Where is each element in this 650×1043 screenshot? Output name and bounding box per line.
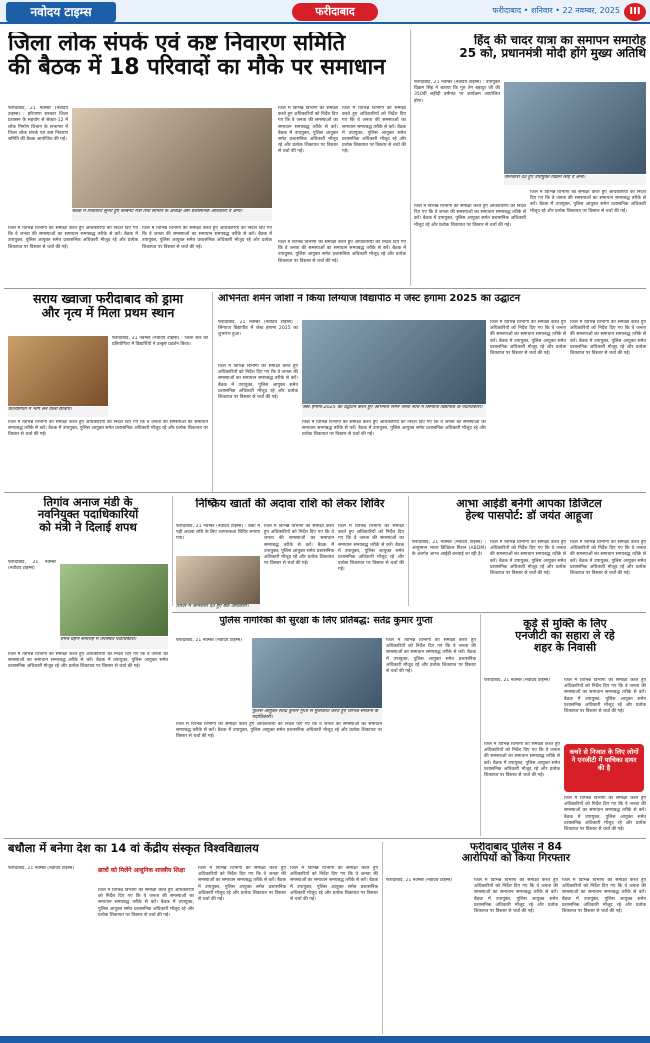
story4-intro-text: फरीदाबाद, 21 नवम्बर (नवोदय टाइम्स) : लिंग्याज विद्यापीठ में जेस्ट हंगामा 2025 का शुभारंभ हुआ। bbox=[218, 320, 298, 338]
story11-headline-line1: फरीदाबाद पुलिस ने 84 bbox=[469, 842, 562, 853]
story5-headline-line1: तिगांव अनाज मंडी के bbox=[43, 496, 133, 509]
story10-intro-text: फरीदाबाद, 21 नवम्बर (नवोदय टाइम्स) bbox=[8, 866, 75, 871]
story3-headline bbox=[8, 292, 208, 332]
story10-col3-text: जिले में विभिन्न विभागों की समीक्षा करते हुए अधिकारियों को निर्देश दिए गए कि वे जनता की समस्याओं का समाधान समयबद्ध तरीके से करें। बैठक में उपायुक्त, पुलिस आयुक्त समेत प्रशासनिक अधिकारी मौजूद रहे और प्रत्येक शिकायत पर विस्तार से चर्चा की गई। bbox=[198, 866, 286, 903]
story9-pullquote: कचरे से निजात के लिए लोगों ने एनजीटी में याचिका दायर की है bbox=[564, 744, 644, 792]
story8-headline: पुलिस नागरिकों की सुरक्षा के लिए प्रतिबद्ध: सतेंद्र कुमार गुप्ता bbox=[219, 616, 433, 626]
story5-intro-text: फरीदाबाद, 21 नवम्बर (नवोदय टाइम्स) bbox=[8, 560, 56, 572]
story7-headline-line1: आभा आईडी बनेगी आपका डिजिटल bbox=[456, 498, 602, 510]
story11-intro-text: फरीदाबाद, 21 नवम्बर (नवोदय टाइम्स) bbox=[386, 878, 453, 883]
story5-headline bbox=[8, 496, 168, 556]
story10-headline: बधौला में बनेगा देश का 14 वां केंद्रीय संस्कृत विश्वविद्यालय bbox=[8, 842, 259, 855]
section-tag: फरीदाबाद bbox=[292, 3, 378, 21]
story11-headline bbox=[386, 842, 646, 874]
story5-headline-line2: नवनियुक्त पदाधिकारियों bbox=[37, 507, 139, 522]
story2-headline-line1: हिंद की चादर यात्रा का समापन समारोह bbox=[473, 34, 646, 47]
story3-photo-caption: प्रतियोगिता में भाग लेने वाली छात्राएं। bbox=[8, 407, 108, 417]
story8-photo bbox=[252, 638, 382, 708]
story4-photo-caption: जेस्ट हंगामा 2025 का उद्घाटन करते हुए अभिनेता शर्मन जोशी साथ में लिंग्याज विद्यापीठ के पदाधिकारी। bbox=[302, 405, 486, 417]
story9-headline-line1: कूड़े से मुक्ति के लिए bbox=[523, 618, 607, 630]
story1-col6-text: जिले में विभिन्न विभागों की समीक्षा करते हुए अधिकारियों को निर्देश दिए गए कि वे जनता की समस्याओं का समाधान समयबद्ध तरीके से करें। बैठक में उपायुक्त, पुलिस आयुक्त समेत प्रशासनिक अधिकारी मौजूद रहे और प्रत्येक शिकायत पर विस्तार से चर्चा की गई। bbox=[278, 240, 406, 264]
story4-col3-text: जिले में विभिन्न विभागों की समीक्षा करते हुए अधिकारियों को निर्देश दिए गए कि वे जनता की समस्याओं का समाधान समयबद्ध तरीके से करें। बैठक में उपायुक्त, पुलिस आयुक्त समेत प्रशासनिक अधिकारी मौजूद रहे और प्रत्येक शिकायत पर विस्तार से चर्चा की गई। bbox=[490, 320, 566, 357]
story9-col4-text: जिले में विभिन्न विभागों की समीक्षा करते हुए अधिकारियों को निर्देश दिए गए कि वे जनता की समस्याओं का समाधान समयबद्ध तरीके से करें। बैठक में उपायुक्त, पुलिस आयुक्त समेत प्रशासनिक अधिकारी मौजूद रहे और प्रत्येक शिकायत पर विस्तार से चर्चा की गई। bbox=[564, 796, 646, 833]
newspaper-logo: नवोदय टाइम्स bbox=[6, 2, 116, 22]
story10-col2-text: जिले में विभिन्न विभागों की समीक्षा करते हुए अधिकारियों को निर्देश दिए गए कि वे जनता की समस्याओं का समाधान समयबद्ध तरीके से करें। बैठक में उपायुक्त, पुलिस आयुक्त समेत प्रशासनिक अधिकारी मौजूद रहे और प्रत्येक शिकायत पर विस्तार से चर्चा की गई। bbox=[98, 888, 194, 918]
footer-strip bbox=[0, 1036, 650, 1043]
story6-col2-text: जिले में विभिन्न विभागों की समीक्षा करते हुए अधिकारियों को निर्देश दिए गए कि वे जनता की समस्याओं का समाधान समयबद्ध तरीके से करें। बैठक में उपायुक्त, पुलिस आयुक्त समेत प्रशासनिक अधिकारी मौजूद रहे और प्रत्येक शिकायत पर विस्तार से चर्चा की गई। bbox=[264, 524, 334, 567]
story3-intro-text: फरीदाबाद, 21 नवम्बर (नवोदय टाइम्स) : जिला स्तर की प्रतियोगिता में विद्यार्थियों ने उत्कृष्ट प्रदर्शन किया। bbox=[112, 336, 208, 348]
story4-col4-text: जिले में विभिन्न विभागों की समीक्षा करते हुए अधिकारियों को निर्देश दिए गए कि वे जनता की समस्याओं का समाधान समयबद्ध तरीके से करें। बैठक में उपायुक्त, पुलिस आयुक्त समेत प्रशासनिक अधिकारी मौजूद रहे और प्रत्येक शिकायत पर विस्तार से चर्चा की गई। bbox=[570, 320, 646, 357]
story6-headline: निष्क्रिय खातों की अदावा राशि को लेकर शिविर bbox=[195, 498, 385, 510]
column-divider bbox=[408, 496, 409, 606]
story7-headline-line2: हेल्थ पासपोर्ट: डॉ जयंत आहूजा bbox=[465, 508, 593, 522]
story1-headline-line1: जिला लोक संपर्क एवं कष्ट निवारण समिति bbox=[8, 32, 346, 56]
story2-photo bbox=[504, 82, 646, 174]
story8-intro-text: फरीदाबाद, 21 नवम्बर (नवोदय टाइम्स) bbox=[176, 638, 243, 643]
story1-col4-text: जिले में विभिन्न विभागों की समीक्षा करते हुए अधिकारियों को निर्देश दिए गए कि वे जनता की समस्याओं का समाधान समयबद्ध तरीके से करें। बैठक में उपायुक्त, पुलिस आयुक्त समेत प्रशासनिक अधिकारी मौजूद रहे और प्रत्येक शिकायत पर विस्तार से चर्चा की गई। bbox=[8, 226, 138, 250]
story2-col2-text: जिले में विभिन्न विभागों की समीक्षा करते हुए अधिकारियों को निर्देश दिए गए कि वे जनता की समस्याओं का समाधान समयबद्ध तरीके से करें। बैठक में उपायुक्त, पुलिस आयुक्त समेत प्रशासनिक अधिकारी मौजूद रहे और प्रत्येक शिकायत पर विस्तार से चर्चा की गई। bbox=[414, 204, 526, 228]
story11-headline-line2: आरोपियों को किया गिरफ्तार bbox=[461, 852, 571, 865]
story6-intro-text: फरीदाबाद, 21 नवम्बर (नवोदय टाइम्स) : बैंकों में पड़ी अदावा राशि के लिए जागरूकता शिविर लगाया गया। bbox=[176, 524, 260, 542]
story1-intro-text: फरीदाबाद, 21 नवम्बर (नवोदय टाइम्स) : हरियाणा सरकार जिला प्रशासन के सहयोग से सेक्टर-12 में लोक निर्माण विभाग के सभागार में जिला लोक संपर्क एवं कष्ट निवारण समिति की बैठक आयोजित की गई। bbox=[8, 106, 68, 143]
story4-col2-text: जिले में विभिन्न विभागों की समीक्षा करते हुए अधिकारियों को निर्देश दिए गए कि वे जनता की समस्याओं का समाधान समयबद्ध तरीके से करें। बैठक में उपायुक्त, पुलिस आयुक्त समेत प्रशासनिक अधिकारी मौजूद रहे और प्रत्येक शिकायत पर विस्तार से चर्चा की गई। bbox=[218, 364, 298, 401]
story6-photo bbox=[176, 556, 260, 604]
story9-intro-text: फरीदाबाद, 21 नवम्बर (नवोदय टाइम्स) bbox=[484, 678, 551, 683]
story4-photo bbox=[302, 320, 486, 404]
story4-col5-text: जिले में विभिन्न विभागों की समीक्षा करते हुए अधिकारियों को निर्देश दिए गए कि वे जनता की समस्याओं का समाधान समयबद्ध तरीके से करें। बैठक में उपायुक्त, पुलिस आयुक्त समेत प्रशासनिक अधिकारी मौजूद रहे और प्रत्येक शिकायत पर विस्तार से चर्चा की गई। bbox=[302, 420, 486, 438]
story7-col2-text: जिले में विभिन्न विभागों की समीक्षा करते हुए अधिकारियों को निर्देश दिए गए कि वे जनता की समस्याओं का समाधान समयबद्ध तरीके से करें। बैठक में उपायुक्त, पुलिस आयुक्त समेत प्रशासनिक अधिकारी मौजूद रहे और प्रत्येक शिकायत पर विस्तार से चर्चा की गई। bbox=[490, 540, 566, 577]
story9-headline-line3: शहर के निवासी bbox=[533, 640, 597, 654]
story10-subhead: छात्रों को मिलेंगे आधुनिक शास्त्रीय शिक्षा bbox=[98, 867, 185, 874]
story8-col2-text: जिले में विभिन्न विभागों की समीक्षा करते हुए अधिकारियों को निर्देश दिए गए कि वे जनता की समस्याओं का समाधान समयबद्ध तरीके से करें। बैठक में उपायुक्त, पुलिस आयुक्त समेत प्रशासनिक अधिकारी मौजूद रहे और प्रत्येक शिकायत पर विस्तार से चर्चा की गई। bbox=[386, 638, 476, 675]
story5-photo-caption: शपथ ग्रहण समारोह में उपस्थित पदाधिकारी। bbox=[60, 637, 168, 649]
story5-headline-line3: को मंत्री ने दिलाई शपथ bbox=[39, 519, 137, 534]
story5-col2-text: जिले में विभिन्न विभागों की समीक्षा करते हुए अधिकारियों को निर्देश दिए गए कि वे जनता की समस्याओं का समाधान समयबद्ध तरीके से करें। बैठक में उपायुक्त, पुलिस आयुक्त समेत प्रशासनिक अधिकारी मौजूद रहे और प्रत्येक शिकायत पर विस्तार से चर्चा की गई। bbox=[8, 652, 168, 670]
story1-headline-line2: की बैठक में 18 परिवादों का मौके पर समाधान bbox=[8, 54, 386, 80]
story1-col3-text: जिले में विभिन्न विभागों की समीक्षा करते हुए अधिकारियों को निर्देश दिए गए कि वे जनता की समस्याओं का समाधान समयबद्ध तरीके से करें। बैठक में उपायुक्त, पुलिस आयुक्त समेत प्रशासनिक अधिकारी मौजूद रहे और प्रत्येक शिकायत पर विस्तार से चर्चा की गई। bbox=[342, 106, 406, 155]
story4-headline: अभिनेता शर्मन जोशी ने किया लिंग्याज विद्यापीठ में जेस्ट हंगामा 2025 का उद्घाटन bbox=[218, 294, 521, 304]
column-divider bbox=[172, 496, 173, 606]
story11-col2-text: जिले में विभिन्न विभागों की समीक्षा करते हुए अधिकारियों को निर्देश दिए गए कि वे जनता की समस्याओं का समाधान समयबद्ध तरीके से करें। बैठक में उपायुक्त, पुलिस आयुक्त समेत प्रशासनिक अधिकारी मौजूद रहे और प्रत्येक शिकायत पर विस्तार से चर्चा की गई। bbox=[474, 878, 558, 915]
story5-photo bbox=[60, 564, 168, 636]
story7-headline bbox=[412, 498, 646, 536]
section-divider bbox=[4, 288, 646, 289]
story11-col3-text: जिले में विभिन्न विभागों की समीक्षा करते हुए अधिकारियों को निर्देश दिए गए कि वे जनता की समस्याओं का समाधान समयबद्ध तरीके से करें। बैठक में उपायुक्त, पुलिस आयुक्त समेत प्रशासनिक अधिकारी मौजूद रहे और प्रत्येक शिकायत पर विस्तार से चर्चा की गई। bbox=[562, 878, 646, 915]
story3-col2-text: जिले में विभिन्न विभागों की समीक्षा करते हुए अधिकारियों को निर्देश दिए गए कि वे जनता की समस्याओं का समाधान समयबद्ध तरीके से करें। बैठक में उपायुक्त, पुलिस आयुक्त समेत प्रशासनिक अधिकारी मौजूद रहे और प्रत्येक शिकायत पर विस्तार से चर्चा की गई। bbox=[8, 420, 208, 438]
story9-headline-line2: एनजीटी का सहारा ले रहे bbox=[515, 628, 615, 642]
story6-col3-text: जिले में विभिन्न विभागों की समीक्षा करते हुए अधिकारियों को निर्देश दिए गए कि वे जनता की समस्याओं का समाधान समयबद्ध तरीके से करें। बैठक में उपायुक्त, पुलिस आयुक्त समेत प्रशासनिक अधिकारी मौजूद रहे और प्रत्येक शिकायत पर विस्तार से चर्चा की गई। bbox=[338, 524, 404, 573]
story2-col3-text: जिले में विभिन्न विभागों की समीक्षा करते हुए अधिकारियों को निर्देश दिए गए कि वे जनता की समस्याओं का समाधान समयबद्ध तरीके से करें। बैठक में उपायुक्त, पुलिस आयुक्त समेत प्रशासनिक अधिकारी मौजूद रहे और प्रत्येक शिकायत पर विस्तार से चर्चा की गई। bbox=[530, 190, 646, 214]
story8-col3-text: जिले में विभिन्न विभागों की समीक्षा करते हुए अधिकारियों को निर्देश दिए गए कि वे जनता की समस्याओं का समाधान समयबद्ध तरीके से करें। बैठक में उपायुक्त, पुलिस आयुक्त समेत प्रशासनिक अधिकारी मौजूद रहे और प्रत्येक शिकायत पर विस्तार से चर्चा की गई। bbox=[176, 722, 382, 740]
section-divider bbox=[4, 838, 646, 839]
column-divider bbox=[480, 614, 481, 836]
story1-headline bbox=[8, 32, 408, 102]
story1-photo-caption: बैठक में शिकायतें सुनते हुए केबिनेट मंत्री तथा समिति के अध्यक्ष और प्रशासनिक अधिकारी व अन्य। bbox=[72, 209, 272, 221]
story2-photo-caption: जानकारी देते हुए उपायुक्त विक्रम सिंह व अन्य। bbox=[504, 175, 646, 185]
column-divider bbox=[382, 842, 383, 1034]
page-number: III bbox=[624, 3, 646, 21]
story9-col2-text: जिले में विभिन्न विभागों की समीक्षा करते हुए अधिकारियों को निर्देश दिए गए कि वे जनता की समस्याओं का समाधान समयबद्ध तरीके से करें। बैठक में उपायुक्त, पुलिस आयुक्त समेत प्रशासनिक अधिकारी मौजूद रहे और प्रत्येक शिकायत पर विस्तार से चर्चा की गई। bbox=[564, 678, 646, 715]
column-divider bbox=[212, 292, 213, 492]
story9-headline bbox=[484, 618, 646, 674]
story3-headline-line1: सराय ख्वाजा फरीदाबाद को ड्रामा bbox=[33, 292, 183, 306]
story7-intro-text: फरीदाबाद, 21 नवम्बर (नवोदय टाइम्स) : आयुष्मान भारत डिजिटल मिशन (ABDM) के अंतर्गत आभा आईडी बनवाई जा रही है। bbox=[412, 540, 486, 558]
story7-col3-text: जिले में विभिन्न विभागों की समीक्षा करते हुए अधिकारियों को निर्देश दिए गए कि वे जनता की समस्याओं का समाधान समयबद्ध तरीके से करें। बैठक में उपायुक्त, पुलिस आयुक्त समेत प्रशासनिक अधिकारी मौजूद रहे और प्रत्येक शिकायत पर विस्तार से चर्चा की गई। bbox=[570, 540, 646, 577]
story2-intro-text: फरीदाबाद, 21 नवम्बर (नवोदय टाइम्स) : उपायुक्त विक्रम सिंह ने बताया कि गुरु तेग बहादुर जी की 350वीं शहीदी वर्षगांठ पर कार्यक्रम आयोजित होगा। bbox=[414, 80, 500, 104]
story2-headline bbox=[414, 34, 646, 74]
story1-col5-text: जिले में विभिन्न विभागों की समीक्षा करते हुए अधिकारियों को निर्देश दिए गए कि वे जनता की समस्याओं का समाधान समयबद्ध तरीके से करें। बैठक में उपायुक्त, पुलिस आयुक्त समेत प्रशासनिक अधिकारी मौजूद रहे और प्रत्येक शिकायत पर विस्तार से चर्चा की गई। bbox=[142, 226, 272, 250]
story1-photo bbox=[72, 108, 272, 208]
story1-col2-text: जिले में विभिन्न विभागों की समीक्षा करते हुए अधिकारियों को निर्देश दिए गए कि वे जनता की समस्याओं का समाधान समयबद्ध तरीके से करें। बैठक में उपायुक्त, पुलिस आयुक्त समेत प्रशासनिक अधिकारी मौजूद रहे और प्रत्येक शिकायत पर विस्तार से चर्चा की गई। bbox=[278, 106, 338, 155]
story8-photo-caption: पुलिस आयुक्त सतेंद्र कुमार गुप्ता से मुलाकात करते हुए विभिन्न संगठनों के पदाधिकारी। bbox=[252, 709, 382, 721]
story9-col3-text: जिले में विभिन्न विभागों की समीक्षा करते हुए अधिकारियों को निर्देश दिए गए कि वे जनता की समस्याओं का समाधान समयबद्ध तरीके से करें। बैठक में उपायुक्त, पुलिस आयुक्त समेत प्रशासनिक अधिकारी मौजूद रहे और प्रत्येक शिकायत पर विस्तार से चर्चा की गई। bbox=[484, 742, 560, 779]
story3-headline-line2: और नृत्य में मिला प्रथम स्थान bbox=[41, 304, 175, 320]
section-divider bbox=[4, 492, 646, 493]
page-dateline: फरीदाबाद • शनिवार • 22 नवम्बर, 2025 bbox=[492, 6, 620, 15]
column-divider bbox=[410, 30, 411, 286]
section-divider bbox=[172, 612, 646, 613]
story10-col4-text: जिले में विभिन्न विभागों की समीक्षा करते हुए अधिकारियों को निर्देश दिए गए कि वे जनता की समस्याओं का समाधान समयबद्ध तरीके से करें। बैठक में उपायुक्त, पुलिस आयुक्त समेत प्रशासनिक अधिकारी मौजूद रहे और प्रत्येक शिकायत पर विस्तार से चर्चा की गई। bbox=[290, 866, 378, 903]
story2-headline-line2: 25 को, प्रधानमंत्री मोदी होंगे मुख्य अतिथि bbox=[459, 45, 646, 60]
story6-photo-caption: शिविर में जानकारी देते हुए बैंक अधिकारी। bbox=[176, 604, 260, 612]
story3-photo bbox=[8, 336, 108, 406]
